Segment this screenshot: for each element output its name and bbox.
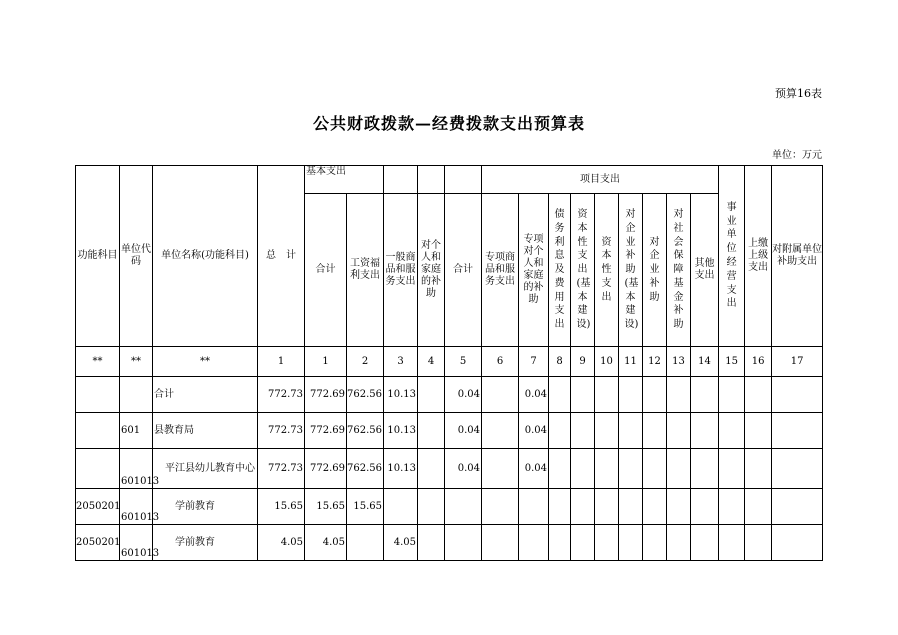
table-row — [76, 377, 823, 413]
cell-empty — [772, 449, 823, 489]
index-cell: 3 — [384, 347, 418, 377]
cell-project-subtotal: 0.04 — [445, 449, 482, 489]
cell-unit-name: 学前教育 — [153, 489, 258, 525]
header-upper-payment: 上缴上级支出 — [745, 166, 772, 347]
index-cell: 17 — [772, 347, 823, 377]
header-other-expenditure: 其他支出 — [691, 194, 719, 347]
cell-basic-subtotal: 4.05 — [305, 525, 347, 561]
header-personal-subsidy: 对个人和家庭的补助 — [418, 194, 445, 347]
index-cell: ** — [153, 347, 258, 377]
cell-grand-total: 772.73 — [258, 377, 305, 413]
cell-empty — [571, 377, 595, 413]
cell-function-subject — [76, 413, 120, 449]
header-salary-welfare: 工资福利支出 — [347, 194, 384, 347]
cell-empty — [772, 489, 823, 525]
cell-personal-subsidy — [418, 489, 445, 525]
index-cell: 16 — [745, 347, 772, 377]
cell-special-personal-subsidy — [519, 525, 549, 561]
index-cell: 1 — [305, 347, 347, 377]
cell-project-subtotal — [445, 525, 482, 561]
header-debt-interest — [549, 194, 571, 347]
cell-goods-services: 4.05 — [384, 525, 418, 561]
cell-empty — [549, 449, 571, 489]
cell-unit-code: 601013 — [120, 489, 153, 525]
header-unit-code: 单位代码 — [120, 166, 153, 347]
cell-empty — [595, 413, 619, 449]
header-subsidiary-unit-subsidy: 对附属单位补助支出 — [772, 166, 823, 347]
cell-empty — [571, 413, 595, 449]
cell-empty — [667, 377, 691, 413]
cell-empty — [719, 449, 745, 489]
header-enterprise-subsidy-construction-label: 对企业补助(基本建设) — [624, 208, 639, 331]
cell-empty — [595, 377, 619, 413]
cell-grand-total: 15.65 — [258, 489, 305, 525]
cell-project-subtotal: 0.04 — [445, 377, 482, 413]
index-cell: 11 — [619, 347, 643, 377]
cell-unit-name: 学前教育 — [153, 525, 258, 561]
cell-empty — [643, 489, 667, 525]
cell-empty — [643, 377, 667, 413]
cell-empty — [619, 413, 643, 449]
cell-empty — [571, 489, 595, 525]
cell-empty — [619, 489, 643, 525]
cell-empty — [619, 525, 643, 561]
index-row — [76, 347, 823, 377]
header-basic-subtotal: 合计 — [305, 194, 347, 347]
cell-empty — [745, 377, 772, 413]
cell-personal-subsidy — [418, 525, 445, 561]
cell-empty — [571, 525, 595, 561]
index-cell: 14 — [691, 347, 719, 377]
index-cell: 10 — [595, 347, 619, 377]
cell-empty — [691, 449, 719, 489]
cell-empty — [571, 449, 595, 489]
cell-basic-subtotal: 772.69 — [305, 413, 347, 449]
cell-empty — [745, 413, 772, 449]
header-business-operation-expenditure — [719, 166, 745, 347]
header-business-operation-expenditure-label: 事业单位经营支出 — [726, 201, 737, 310]
cell-grand-total: 4.05 — [258, 525, 305, 561]
cell-basic-subtotal: 772.69 — [305, 377, 347, 413]
header-unit-name: 单位名称(功能科目) — [153, 166, 258, 347]
cell-grand-total: 772.73 — [258, 449, 305, 489]
cell-goods-services — [384, 489, 418, 525]
cell-unit-name: 合计 — [153, 377, 258, 413]
cell-empty — [691, 413, 719, 449]
cell-empty — [772, 377, 823, 413]
cell-empty — [549, 413, 571, 449]
header-basic-expenditure: 基本支出 — [305, 166, 384, 194]
cell-salary-welfare: 762.56 — [347, 377, 384, 413]
cell-unit-code: 601013 — [120, 525, 153, 561]
cell-special-personal-subsidy: 0.04 — [519, 377, 549, 413]
cell-empty — [549, 525, 571, 561]
cell-unit-name: 县教育局 — [153, 413, 258, 449]
cell-special-goods-services — [482, 525, 519, 561]
header-project-expenditure: 项目支出 — [482, 166, 719, 194]
table-row — [76, 489, 823, 525]
header-capital-expenditure-construction-label: 资本性支出(基本建设) — [576, 208, 591, 331]
cell-salary-welfare: 762.56 — [347, 413, 384, 449]
header-goods-services: 一般商品和服务支出 — [384, 194, 418, 347]
budget-table — [75, 165, 823, 561]
index-cell: 12 — [643, 347, 667, 377]
cell-special-goods-services — [482, 449, 519, 489]
page-title: 公共财政拨款—经费拨款支出预算表 — [312, 114, 585, 133]
index-cell: ** — [76, 347, 120, 377]
header-capital-expenditure-label: 资本性支出 — [601, 236, 612, 303]
table-row — [76, 413, 823, 449]
header-debt-interest-label: 债务利息及费用支出 — [554, 208, 565, 331]
cell-empty — [595, 489, 619, 525]
cell-empty — [643, 525, 667, 561]
cell-empty — [643, 413, 667, 449]
cell-empty — [745, 525, 772, 561]
cell-empty — [619, 377, 643, 413]
cell-empty — [667, 413, 691, 449]
index-cell: 13 — [667, 347, 691, 377]
cell-special-personal-subsidy — [519, 489, 549, 525]
cell-goods-services: 10.13 — [384, 377, 418, 413]
cell-empty — [691, 377, 719, 413]
cell-salary-welfare: 15.65 — [347, 489, 384, 525]
unit-label: 单位：万元 — [772, 150, 822, 161]
table-row — [76, 525, 823, 561]
index-cell: 6 — [482, 347, 519, 377]
cell-personal-subsidy — [418, 413, 445, 449]
cell-empty — [772, 525, 823, 561]
cell-special-goods-services — [482, 413, 519, 449]
index-cell: 8 — [549, 347, 571, 377]
cell-personal-subsidy — [418, 449, 445, 489]
cell-empty — [667, 449, 691, 489]
cell-unit-code: 601013 — [120, 449, 153, 489]
header-special-goods-services: 专项商品和服务支出 — [482, 194, 519, 347]
header-blank-cell — [445, 166, 482, 194]
cell-project-subtotal: 0.04 — [445, 413, 482, 449]
cell-empty — [691, 489, 719, 525]
cell-grand-total: 772.73 — [258, 413, 305, 449]
header-blank-cell — [418, 166, 445, 194]
cell-personal-subsidy — [418, 377, 445, 413]
header-social-security-subsidy — [667, 194, 691, 347]
header-function-subject: 功能科目 — [76, 166, 120, 347]
index-cell: 15 — [719, 347, 745, 377]
header-blank-cell — [384, 166, 418, 194]
cell-special-personal-subsidy: 0.04 — [519, 413, 549, 449]
cell-empty — [772, 413, 823, 449]
header-grand-total: 总 计 — [258, 166, 305, 347]
index-cell: 5 — [445, 347, 482, 377]
index-cell: 4 — [418, 347, 445, 377]
cell-unit-code — [120, 377, 153, 413]
index-cell: 7 — [519, 347, 549, 377]
cell-project-subtotal — [445, 489, 482, 525]
cell-goods-services: 10.13 — [384, 449, 418, 489]
index-cell: 2 — [347, 347, 384, 377]
cell-goods-services: 10.13 — [384, 413, 418, 449]
header-social-security-subsidy-label: 对社会保障基金补助 — [673, 208, 684, 331]
cell-empty — [549, 489, 571, 525]
header-enterprise-subsidy-label: 对企业补助 — [649, 236, 660, 303]
cell-empty — [719, 489, 745, 525]
cell-empty — [667, 489, 691, 525]
header-enterprise-subsidy — [643, 194, 667, 347]
cell-unit-name: 平江县幼儿教育中心 — [153, 449, 258, 489]
index-cell: 1 — [258, 347, 305, 377]
header-project-subtotal: 合计 — [445, 194, 482, 347]
cell-function-subject: 2050201 — [76, 489, 120, 525]
cell-function-subject: 2050201 — [76, 525, 120, 561]
cell-special-personal-subsidy: 0.04 — [519, 449, 549, 489]
cell-empty — [745, 489, 772, 525]
cell-special-goods-services — [482, 377, 519, 413]
cell-salary-welfare — [347, 525, 384, 561]
cell-function-subject — [76, 449, 120, 489]
cell-empty — [595, 449, 619, 489]
cell-empty — [549, 377, 571, 413]
cell-empty — [619, 449, 643, 489]
cell-salary-welfare: 762.56 — [347, 449, 384, 489]
header-enterprise-subsidy-construction — [619, 194, 643, 347]
cell-empty — [719, 413, 745, 449]
cell-basic-subtotal: 772.69 — [305, 449, 347, 489]
table-row — [76, 449, 823, 489]
table-reference-number: 预算16表 — [775, 87, 822, 100]
header-special-personal-subsidy: 专项对个人和家庭的补助 — [519, 194, 549, 347]
cell-basic-subtotal: 15.65 — [305, 489, 347, 525]
cell-empty — [667, 525, 691, 561]
cell-empty — [643, 449, 667, 489]
header-capital-expenditure-construction — [571, 194, 595, 347]
cell-empty — [745, 449, 772, 489]
cell-unit-code: 601 — [120, 413, 153, 449]
header-capital-expenditure — [595, 194, 619, 347]
cell-empty — [691, 525, 719, 561]
cell-empty — [595, 525, 619, 561]
index-cell: ** — [120, 347, 153, 377]
cell-function-subject — [76, 377, 120, 413]
cell-special-goods-services — [482, 489, 519, 525]
index-cell: 9 — [571, 347, 595, 377]
cell-empty — [719, 377, 745, 413]
cell-empty — [719, 525, 745, 561]
